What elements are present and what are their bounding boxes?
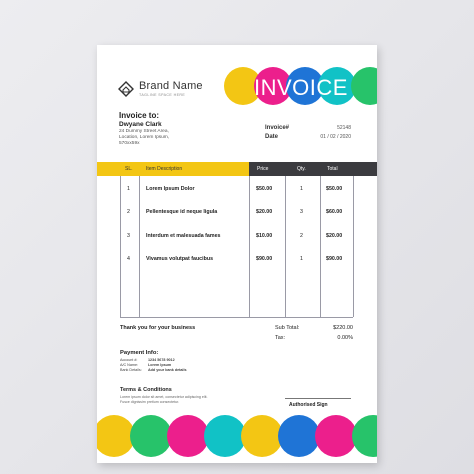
terms-text: Lorem ipsum dolor sit amet, consectetur adipiscing elit.: [120, 395, 208, 399]
date-value: 01 / 02 / 2020: [320, 134, 351, 140]
row-total: $60.00: [326, 209, 343, 215]
date-label: Date: [265, 134, 279, 140]
invoice-page: [97, 45, 377, 463]
row-description: Pellentesque id neque ligula: [146, 209, 218, 215]
row-total: $20.00: [326, 233, 343, 239]
footer-circle-green: [130, 415, 172, 457]
row-sl: 1: [127, 186, 130, 192]
signature-line: [285, 398, 351, 399]
table-divider: [320, 176, 321, 317]
table-border: [353, 176, 354, 317]
footer-circle-green: [352, 415, 377, 457]
client-address-line: 570xx59x: [119, 141, 140, 146]
row-price: $90.00: [256, 256, 273, 262]
header-price: Price: [257, 166, 269, 172]
invoice-title: INVOICE: [254, 75, 348, 100]
invoice-number: 52148: [337, 125, 351, 131]
row-total: $90.00: [326, 256, 343, 262]
row-price: $20.00: [256, 209, 273, 215]
row-sl: 2: [127, 209, 130, 215]
subtotal-value: $220.00: [333, 325, 353, 331]
row-qty: 2: [300, 233, 303, 239]
row-qty: 1: [300, 256, 303, 262]
payment-line-label: Account #:: [120, 358, 138, 362]
invoice-number-label: Invoice#: [265, 125, 290, 131]
subtotal-label: Sub Total:: [275, 325, 300, 331]
header-qty: Qty.: [297, 166, 306, 172]
thank-you-note: Thank you for your business: [120, 325, 196, 331]
table-divider: [285, 176, 286, 317]
row-price: $10.00: [256, 233, 273, 239]
payment-line-value: Lorem Ipsum: [148, 363, 172, 367]
tax-value: 0.00%: [337, 335, 353, 341]
row-description: Vivamus volutpat faucibus: [146, 256, 214, 262]
header-sl: SL.: [125, 166, 133, 172]
payment-line-value: Add your bank details: [148, 368, 187, 372]
client-address-line: Location, Lorem Ipsum,: [119, 135, 170, 140]
footer-circle-teal: [204, 415, 246, 457]
terms-text: Fusce dignissim pretium consectetur.: [120, 400, 180, 404]
client-name: Dwyane Clark: [119, 121, 162, 128]
row-price: $50.00: [256, 186, 273, 192]
client-address-line: 24 Dummy Street Area,: [119, 129, 169, 134]
header-description: Item Description: [146, 166, 183, 172]
table-bottom-border: [120, 317, 353, 318]
signature-label: Authorised Sign: [289, 402, 328, 408]
invoice-to-label: Invoice to:: [119, 111, 160, 120]
header-circle-green: [351, 67, 377, 105]
footer-circle-yellow: [241, 415, 283, 457]
payment-line-value: 1234 5678 9012: [148, 358, 175, 362]
row-qty: 1: [300, 186, 303, 192]
payment-info-title: Payment Info:: [120, 350, 159, 356]
row-total: $50.00: [326, 186, 343, 192]
brand-name: Brand Name: [139, 80, 203, 92]
row-sl: 4: [127, 256, 130, 262]
payment-line-label: Bank Details:: [120, 368, 142, 372]
table-divider: [249, 176, 250, 317]
footer-circle-pink: [167, 415, 209, 457]
payment-line: [120, 368, 187, 372]
diamond-house-icon: [118, 81, 134, 97]
tax-label: Tax:: [275, 335, 286, 341]
row-qty: 3: [300, 209, 303, 215]
row-description: Lorem Ipsum Dolor: [146, 186, 195, 192]
footer-circle-pink: [315, 415, 357, 457]
footer-circle-blue: [278, 415, 320, 457]
payment-line-label: A/C Name:: [120, 363, 139, 367]
table-border: [120, 176, 121, 317]
brand-tagline: TAGLINE SPACE HERE: [139, 93, 186, 97]
table-divider: [139, 176, 140, 317]
row-description: Interdum et malesuada fames: [146, 233, 221, 239]
row-sl: 3: [127, 233, 130, 239]
payment-line: [120, 363, 171, 367]
payment-line: [120, 358, 175, 362]
header-total: Total: [327, 166, 338, 172]
terms-title: Terms & Conditions: [120, 387, 172, 393]
